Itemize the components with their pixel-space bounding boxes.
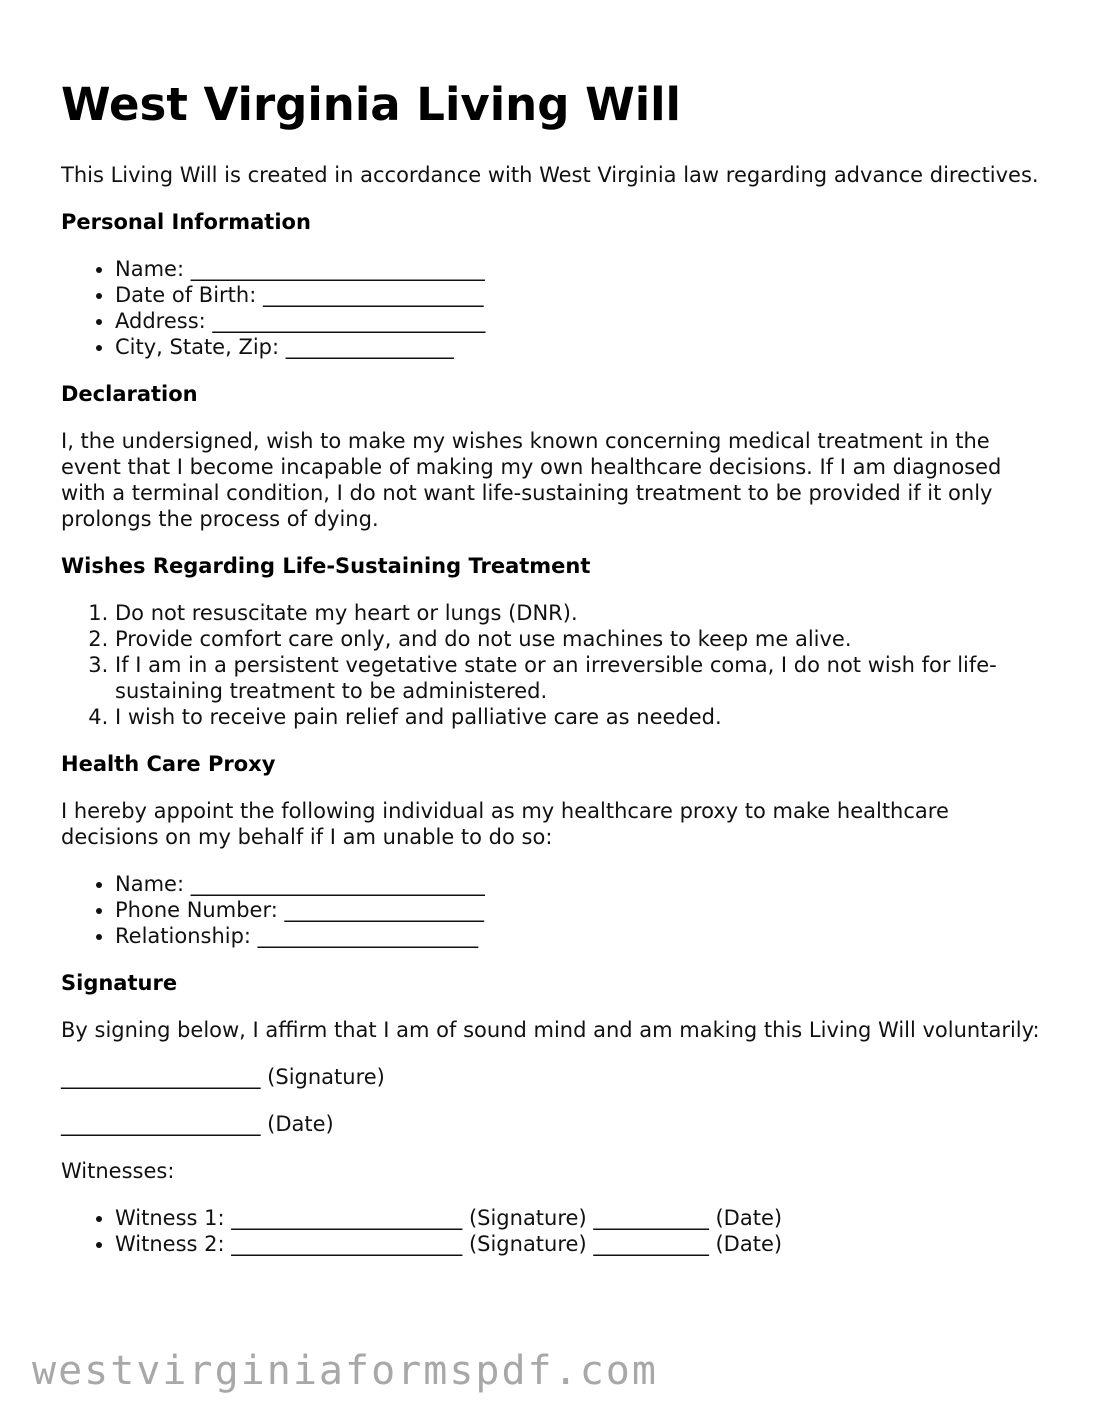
personal-info-heading: Personal Information — [61, 210, 311, 234]
page-title: West Virginia Living Will — [61, 78, 681, 131]
personal-city-state-zip-field: • City, State, Zip: ________________ — [115, 334, 1051, 360]
proxy-name-field: • Name: ____________________________ — [115, 871, 1051, 897]
signature-heading: Signature — [61, 971, 178, 995]
declaration-heading: Declaration — [61, 382, 198, 406]
wish-item: 1. Do not resuscitate my heart or lungs (DNR). — [115, 600, 1051, 626]
proxy-phone-field: • Phone Number: ___________________ — [115, 897, 1051, 923]
signature-line: ___________________ (Signature) — [61, 1065, 385, 1089]
wish-item: 3. If I am in a persistent vegetative state or an irreversible coma, I do not wish for life-sustaining treatment to be administered. — [115, 652, 1051, 704]
document — [61, 78, 1051, 1278]
witness-2-line: • Witness 2: ______________________ (Signature) ___________ (Date) — [115, 1231, 1051, 1257]
wishes-heading: Wishes Regarding Life-Sustaining Treatment — [61, 554, 591, 578]
date-line: ___________________ (Date) — [61, 1112, 334, 1136]
personal-dob-field: • Date of Birth: _____________________ — [115, 282, 1051, 308]
site-watermark: westvirginiaformspdf.com — [32, 1348, 658, 1394]
wish-item: 4. I wish to receive pain relief and palliative care as needed. — [115, 704, 1051, 730]
proxy-list — [61, 871, 1051, 949]
witnesses-label: Witnesses: — [61, 1159, 175, 1183]
personal-address-field: • Address: __________________________ — [115, 308, 1051, 334]
intro-paragraph: This Living Will is created in accordance with West Virginia law regarding advance directives. — [61, 163, 1039, 187]
signature-paragraph: By signing below, I affirm that I am of sound mind and am making this Living Will voluntarily: — [61, 1018, 1040, 1042]
proxy-paragraph: I hereby appoint the following individual as my healthcare proxy to make healthcare decisions on my behalf if I am unable to do so: — [61, 799, 949, 849]
wishes-list — [61, 600, 1051, 730]
personal-name-field: • Name: ____________________________ — [115, 256, 1051, 282]
witness-1-line: • Witness 1: ______________________ (Signature) ___________ (Date) — [115, 1205, 1051, 1231]
personal-info-list — [61, 256, 1051, 360]
declaration-paragraph: I, the undersigned, wish to make my wishes known concerning medical treatment in the event that I become incapable of making my own healthcare decisions. If I am diagnosed with a terminal condition, I do not want life-sustaining treatment to be provided if it only prolongs the process of dying. — [61, 429, 1002, 531]
wish-item: 2. Provide comfort care only, and do not use machines to keep me alive. — [115, 626, 1051, 652]
proxy-heading: Health Care Proxy — [61, 752, 276, 776]
witnesses-list — [61, 1205, 1051, 1257]
proxy-relationship-field: • Relationship: _____________________ — [115, 923, 1051, 949]
